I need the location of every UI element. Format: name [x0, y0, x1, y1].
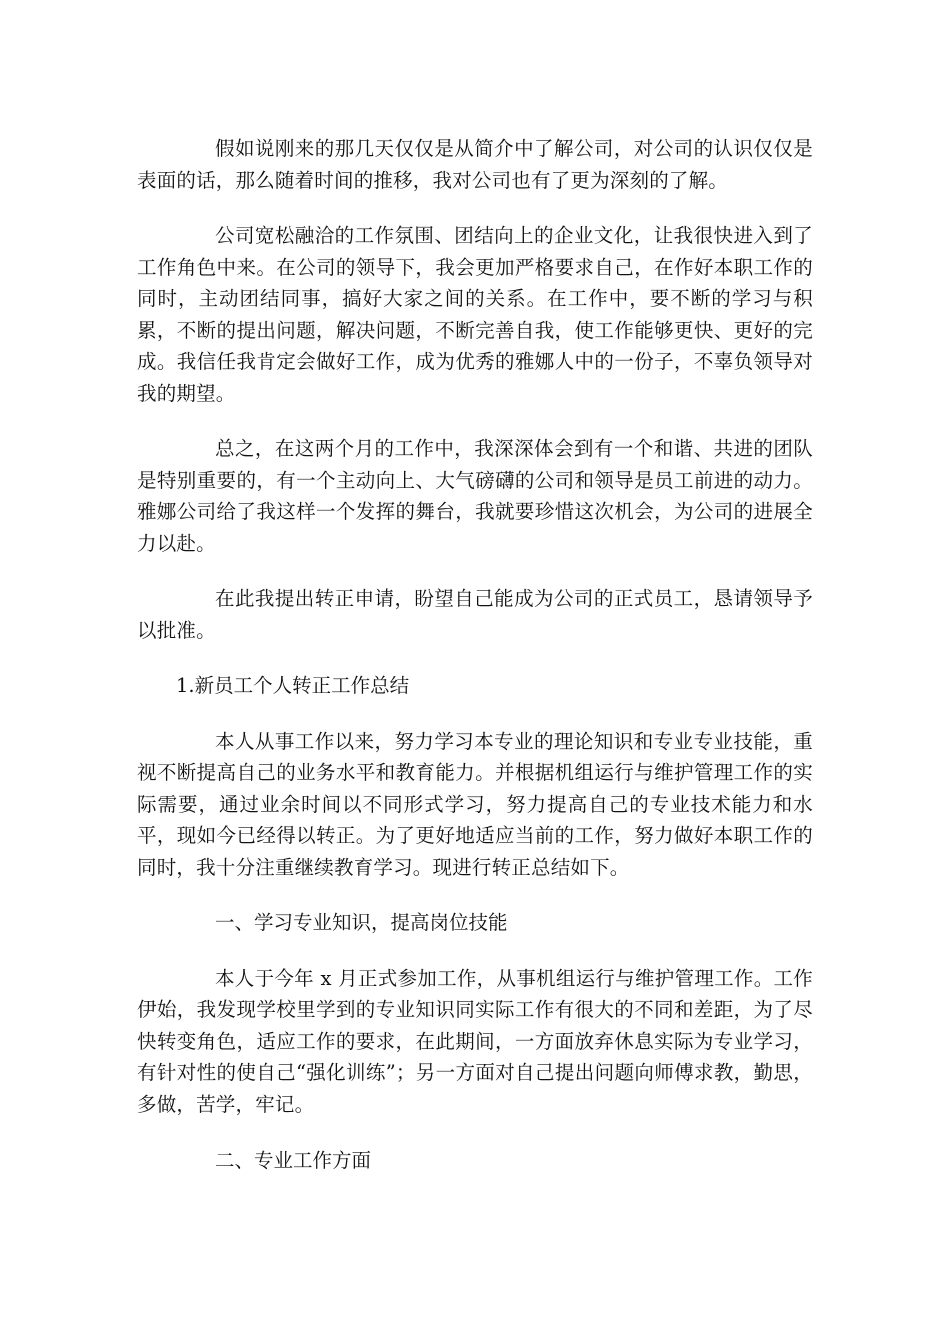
paragraph-application: 在此我提出转正申请，盼望自己能成为公司的正式员工，恳请领导予以批准。: [137, 587, 813, 642]
paragraph-conclusion: 总之，在这两个月的工作中，我深深体会到有一个和谐、共进的团队是特别重要的，有一个主动向上、大气磅礴的公司和领导是员工前进的动力。雅娜公司给了我这样一个发挥的舞台，我就要珍惜这次机会，为公司的进展全力以赴。: [137, 437, 813, 555]
item-heading: 1.新员工个人转正工作总结: [176, 674, 410, 697]
paragraph-summary: 本人从事工作以来，努力学习本专业的理论知识和专业专业技能，重视不断提高自己的业务水平和教育能力。并根据机组运行与维护管理工作的实际需要，通过业余时间以不同形式学习，努力提高自己的专业技术能力和水平，现如今已经得以转正。为了更好地适应当前的工作，努力做好本职工作的同时，我十分注重继续教育学习。现进行转正总结如下。: [137, 729, 813, 879]
paragraph-company-understanding: 假如说刚来的那几天仅仅是从简介中了解公司，对公司的认识仅仅是表面的话，那么随着时间的推移，我对公司也有了更为深刻的了解。: [137, 137, 813, 192]
paragraph-work-atmosphere: 公司宽松融洽的工作氛围、团结向上的企业文化，让我很快进入到了工作角色中来。在公司的领导下，我会更加严格要求自己，在作好本职工作的同时，主动团结同事，搞好大家之间的关系。在工作中，要不断的学习与积累，不断的提出问题，解决问题，不断完善自我，使工作能够更快、更好的完成。我信任我肯定会做好工作，成为优秀的雅娜人中的一份子，不辜负领导对我的期望。: [137, 224, 813, 405]
section-two-heading: 二、专业工作方面: [215, 1149, 372, 1172]
paragraph-section-one: 本人于今年 x 月正式参加工作，从事机组运行与维护管理工作。工作伊始，我发现学校里学到的专业知识同实际工作有很大的不同和差距，为了尽快转变角色，适应工作的要求，在此期间，一方面放弃休息实际为专业学习，有针对性的使自己“强化训练”；另一方面对自己提出问题向师傅求教，勤思，多做，苦学，牢记。: [137, 966, 813, 1116]
section-one-heading: 一、学习专业知识，提高岗位技能: [215, 911, 508, 934]
document-body: [137, 133, 813, 1177]
